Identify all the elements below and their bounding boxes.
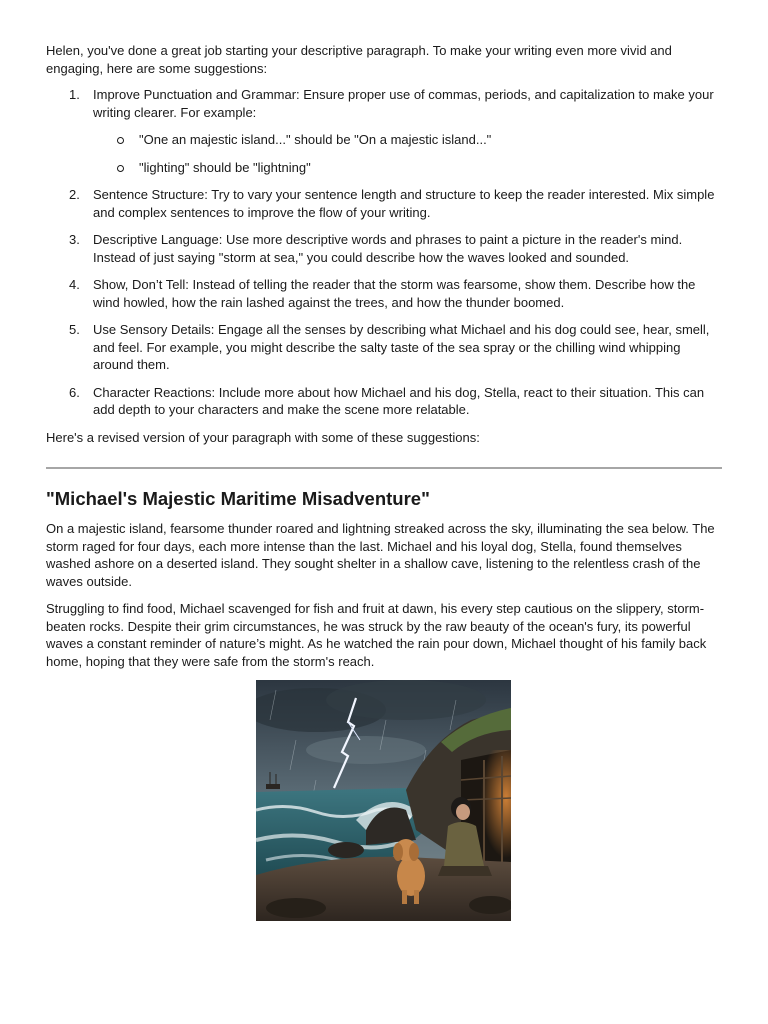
hollow-bullet-icon xyxy=(117,137,124,144)
suggestion-text: Improve Punctuation and Grammar: Ensure proper use of commas, periods, and capitalization to make your writing clearer. For example: xyxy=(93,87,714,120)
example-item xyxy=(93,131,722,149)
suggestions-list xyxy=(46,86,722,419)
story-paragraph: On a majestic island, fearsome thunder roared and lightning streaked across the sky, illuminating the sea below. The storm raged for four days, each more intense than the last. Michael and his loyal dog, Stella, found themselves washed ashore on a deserted island. They sought shelter in a shallow cave, listening to the relentless crash of the waves outside. xyxy=(46,521,715,589)
example-text: "One an majestic island..." should be "On a majestic island..." xyxy=(139,132,492,147)
list-number: 3. xyxy=(69,232,80,247)
example-item xyxy=(93,159,722,177)
list-number: 2. xyxy=(69,187,80,202)
story-title: "Michael's Majestic Maritime Misadventure" xyxy=(46,488,430,509)
list-number: 1. xyxy=(69,87,80,102)
example-text: "lighting" should be "lightning" xyxy=(139,159,311,175)
list-number: 5. xyxy=(69,322,80,337)
document-page xyxy=(46,42,722,670)
horizontal-divider xyxy=(46,467,722,469)
suggestion-text: Character Reactions: Include more about how Michael and his dog, Stella, react to their situation. This can add depth to your characters and make the scene more relatable. xyxy=(93,384,705,417)
outro-paragraph: Here's a revised version of your paragraph with some of these suggestions: xyxy=(46,429,480,445)
list-number: 4. xyxy=(69,277,80,292)
suggestion-item xyxy=(46,186,722,221)
suggestion-text: Use Sensory Details: Engage all the senses by describing what Michael and his dog could see, hear, smell, and feel. For example, you might describe the salty taste of the sea spray or the chilling wind whipping around them. xyxy=(93,322,710,372)
suggestion-text: Descriptive Language: Use more descriptive words and phrases to paint a picture in the reader's mind. Instead of just saying "storm at sea," you could describe how the waves looked and sounded. xyxy=(93,232,683,265)
list-number: 6. xyxy=(69,384,80,400)
intro-paragraph: Helen, you've done a great job starting your descriptive paragraph. To make your writing even more vivid and engaging, here are some suggestions: xyxy=(46,43,672,76)
suggestion-item xyxy=(46,384,722,419)
examples-list xyxy=(93,131,722,176)
suggestion-text: Show, Don’t Tell: Instead of telling the reader that the storm was fearsome, show them. Describe how the wind howled, how the rain lashed against the trees, and how the thunder boomed. xyxy=(93,277,696,310)
suggestion-item xyxy=(46,276,722,311)
story-paragraph: Struggling to find food, Michael scavenged for fish and fruit at dawn, his every step cautious on the slippery, storm-beaten rocks. Despite their grim circumstances, he was struck by the raw beauty of the ocean's fury, its powerful waves a constant reminder of nature’s might. As he watched the rain pour down, Michael thought of his family back home, hoping that they were safe from the storm's reach. xyxy=(46,601,707,669)
story-illustration xyxy=(256,680,511,921)
suggestion-text: Sentence Structure: Try to vary your sentence length and structure to keep the reader interested. Mix simple and complex sentences to improve the flow of your writing. xyxy=(93,187,715,220)
suggestion-item xyxy=(46,86,722,176)
suggestion-item xyxy=(46,231,722,266)
hollow-bullet-icon xyxy=(117,165,124,172)
suggestion-item xyxy=(46,321,722,374)
stormy-sea-boy-and-dog-illustration-icon xyxy=(256,680,511,921)
